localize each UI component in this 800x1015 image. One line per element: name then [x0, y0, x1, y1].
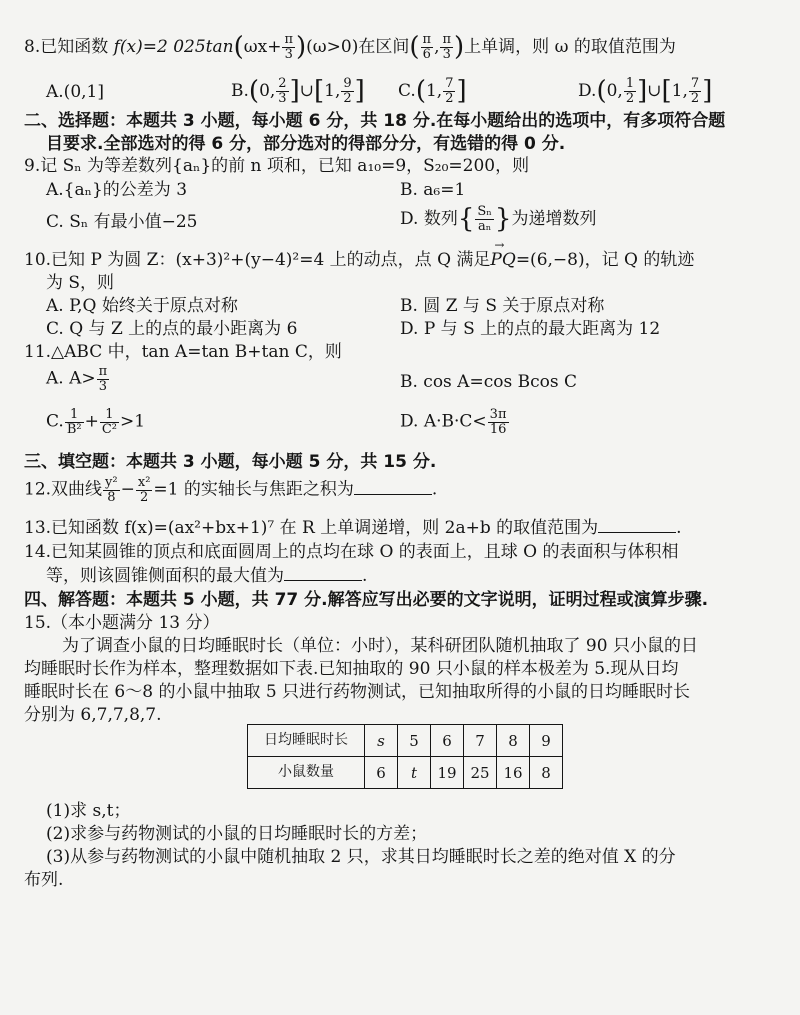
- table-cell: 7: [464, 725, 497, 757]
- q8-option-c: C.(1, $\frac{7}{2}$ ]: [398, 76, 467, 107]
- q15-paragraph: 为了调查小鼠的日均睡眠时长（单位：小时），某科研团队随机抽取了 90 只小鼠的日: [62, 636, 698, 656]
- q12-answer-blank[interactable]: [354, 480, 432, 495]
- q9-option-c: C. Sₙ 有最小值−25: [46, 212, 198, 232]
- q14-answer-blank[interactable]: [284, 566, 362, 581]
- q11-option-d: D. A·B·C< $\frac{3\pi}{16}$: [400, 407, 507, 437]
- table-cell: s: [365, 725, 398, 757]
- q15-paragraph: 均睡眠时长作为样本，整理数据如下表.已知抽取的 90 只小鼠的样本极差为 5.现从日均: [24, 659, 679, 679]
- table-cell: 19: [431, 757, 464, 789]
- q15-title: 15.（本小题满分 13 分）: [24, 613, 220, 633]
- q11-option-c: C. $\frac{1}{\text{B²}}$ + $\frac{1}{\text{C²}}$ >1: [46, 407, 146, 437]
- q11-stem: 11.△ABC 中，tan A=tan B+tan C，则: [24, 342, 342, 362]
- table-cell: 8: [530, 757, 563, 789]
- q10-option-a: A. P,Q 始终关于原点对称: [46, 296, 238, 316]
- section4-heading: 四、解答题：本题共 5 小题，共 77 分.解答应写出必要的文字说明，证明过程或演算步骤.: [24, 590, 709, 610]
- q15-subquestion-3-cont: 布列.: [24, 870, 64, 890]
- table-cell: 16: [497, 757, 530, 789]
- q9-option-b: B. a₆=1: [400, 180, 466, 200]
- q14-stem: 14.已知某圆锥的顶点和底面圆周上的点均在球 O 的表面上，且球 O 的表面积与体积相: [24, 542, 679, 562]
- q15-subquestion-1: (1)求 s,t；: [46, 801, 131, 821]
- q8-options: [46, 76, 780, 106]
- q15-subquestion-2: (2)求参与药物测试的小鼠的日均睡眠时长的方差；: [46, 824, 428, 844]
- q10-stem-cont: 为 S，则: [46, 273, 115, 293]
- q14-stem-cont: 等，则该圆锥侧面积的最大值为 .: [46, 566, 368, 586]
- table-cell: 9: [530, 725, 563, 757]
- q13-answer-blank[interactable]: [598, 518, 676, 533]
- q8-stem: 8.已知函数 f(x)=2 025tan(ωx+ $\frac{\pi}{3}$ )(ω>0)在区间( $\frac{\pi}{6}$ , $\frac{\pi}{3}$ )上单调，则 ω 的取值范围为: [24, 32, 676, 63]
- table-cell: 6: [431, 725, 464, 757]
- q10-option-d: D. P 与 S 上的点的最大距离为 12: [400, 319, 661, 339]
- section2-heading: 二、选择题：本题共 3 小题，每小题 6 分，共 18 分.在每小题给出的选项中，有多项符合题: [24, 111, 726, 131]
- q8-option-b: B.(0, $\frac{2}{3}$ ]∪[1, $\frac{9}{2}$ ]: [231, 76, 365, 107]
- table-cell: 6: [365, 757, 398, 789]
- q15-paragraph: 分别为 6,7,7,8,7.: [24, 705, 162, 725]
- q15-subquestion-3: (3)从参与药物测试的小鼠中随机抽取 2 只，求其日均睡眠时长之差的绝对值 X 的分: [46, 847, 676, 867]
- q11-option-a: A. A> $\frac{\pi}{3}$: [46, 364, 108, 394]
- table-cell: 5: [398, 725, 431, 757]
- table-cell: t: [398, 757, 431, 789]
- q8-option-d: D.(0, $\frac{1}{2}$ ]∪[1, $\frac{7}{2}$ ]: [578, 76, 713, 107]
- q9-option-d: D. 数列{ $\frac{\text{Sₙ}}{\text{aₙ}}$ }为递增数列: [400, 204, 597, 235]
- q15-paragraph: 睡眠时长在 6～8 的小鼠中抽取 5 只进行药物测试，已知抽取所得的小鼠的日均睡眠时长: [24, 682, 691, 702]
- table-cell: 8: [497, 725, 530, 757]
- table-row: [248, 757, 563, 789]
- q10-option-b: B. 圆 Z 与 S 关于原点对称: [400, 296, 605, 316]
- q12-stem: 12.双曲线 $\frac{\text{y²}}{8}$ − $\frac{\text{x²}}{2}$ =1 的实轴长与焦距之积为 .: [24, 475, 438, 505]
- q11-option-b: B. cos A=cos Bcos C: [400, 372, 577, 392]
- q10-option-c: C. Q 与 Z 上的点的最小距离为 6: [46, 319, 298, 339]
- table-row-header: 日均睡眠时长: [248, 725, 365, 757]
- sleep-data-table: [247, 724, 563, 789]
- q13-stem: 13.已知函数 f(x)=(ax²+bx+1)⁷ 在 R 上单调递增，则 2a+b 的取值范围为 .: [24, 518, 682, 538]
- q9-stem: 9.记 Sₙ 为等差数列{aₙ}的前 n 项和，已知 a₁₀=9，S₂₀=200，则: [24, 156, 530, 176]
- section3-heading: 三、填空题：本题共 3 小题，每小题 5 分，共 15 分.: [24, 452, 437, 472]
- table-row-header: 小鼠数量: [248, 757, 365, 789]
- table-row: [248, 725, 563, 757]
- q9-option-a: A.{aₙ}的公差为 3: [46, 180, 188, 200]
- table-cell: 25: [464, 757, 497, 789]
- q8-option-a: A.(0,1]: [46, 82, 104, 102]
- q10-stem: 10.已知 P 为圆 Z：(x+3)²+(y−4)²=4 上的动点，点 Q 满足→ PQ=(6,−8)，记 Q 的轨迹: [24, 250, 780, 270]
- section2-heading-cont: 目要求.全部选对的得 6 分，部分选对的得部分分，有选错的得 0 分.: [46, 134, 566, 154]
